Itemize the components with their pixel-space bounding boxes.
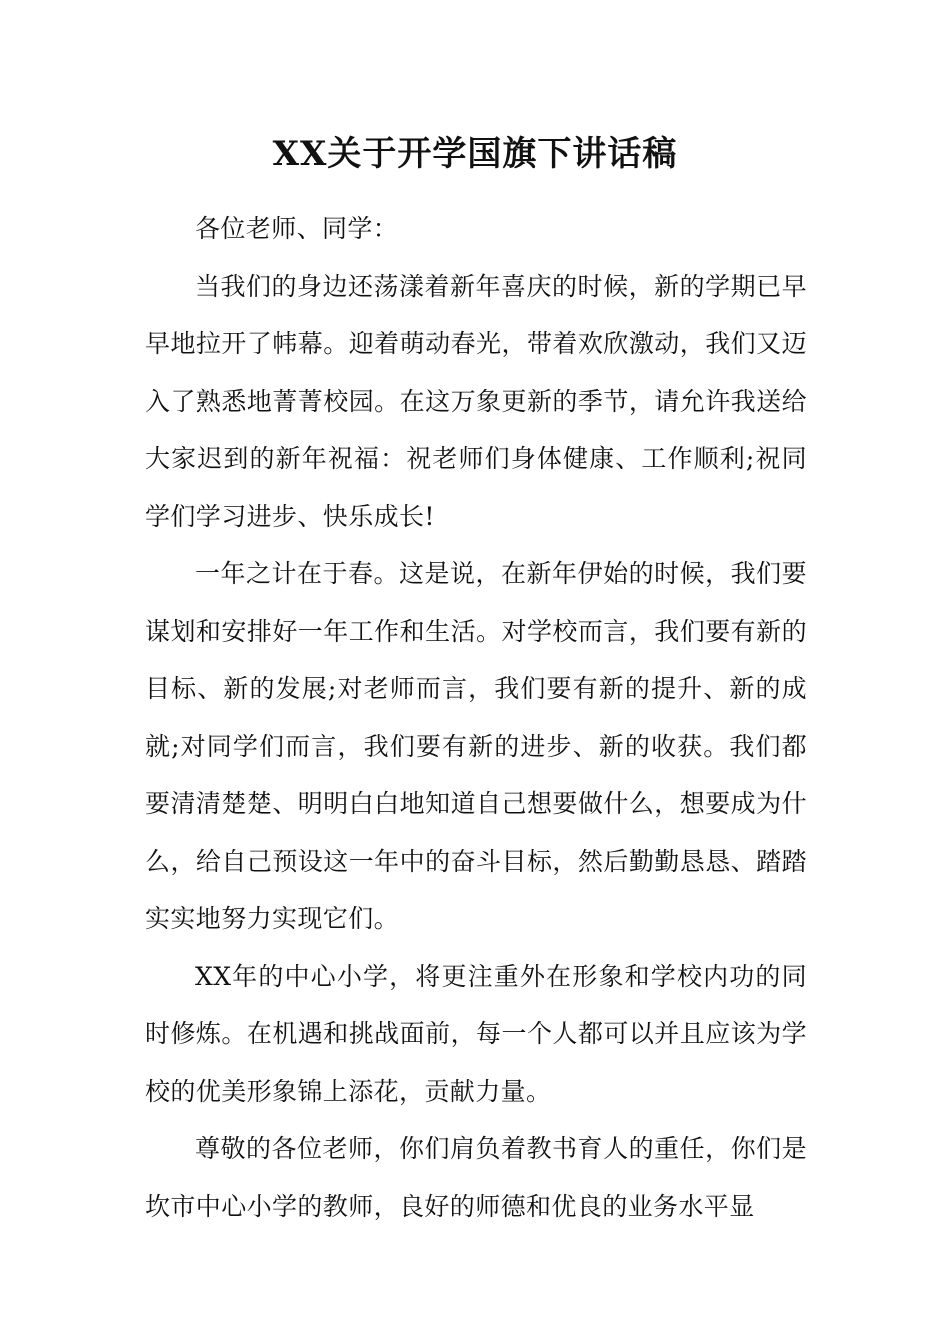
paragraph-new-year-wishes: 当我们的身边还荡漾着新年喜庆的时候，新的学期已早早地拉开了帏幕。迎着萌动春光，带着欢欣激动，我们又迈入了熟悉地菁菁校园。在这万象更新的季节，请允许我送给大家迟到的新年祝福：祝老师们身体健康、工作顺利;祝同学们学习进步、快乐成长! (145, 271, 807, 531)
paragraph-yearly-plan: 一年之计在于春。这是说，在新年伊始的时候，我们要谋划和安排好一年工作和生活。对学校而言，我们要有新的目标、新的发展;对老师而言，我们要有新的提升、新的成就;对同学们而言，我们要有新的进步、新的收获。我们都要清清楚楚、明明白白地知道自己想要做什么，想要成为什么，给自己预设这一年中的奋斗目标，然后勤勤恳恳、踏踏实实地努力实现它们。 (145, 559, 807, 933)
document-body (145, 200, 807, 1235)
paragraph-school-goals: XX年的中心小学，将更注重外在形象和学校内功的同时修炼。在机遇和挑战面前，每一个人都可以并且应该为学校的优美形象锦上添花，贡献力量。 (145, 961, 807, 1106)
paragraph-greeting: 各位老师、同学： (195, 214, 399, 243)
document-title: XX关于开学国旗下讲话稿 (272, 134, 678, 174)
paragraph-teachers: 尊敬的各位老师，你们肩负着教书育人的重任，你们是坎市中心小学的教师，良好的师德和优良的业务水平显 (145, 1134, 807, 1221)
